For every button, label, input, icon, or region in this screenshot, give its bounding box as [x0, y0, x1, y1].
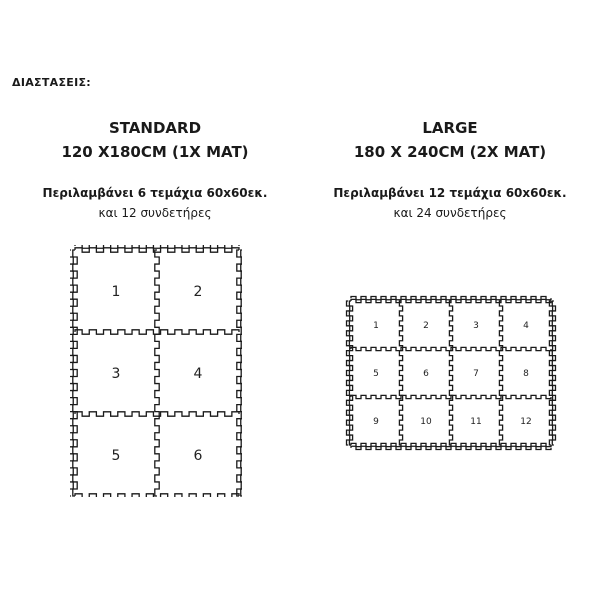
large-tile-number: 2 — [423, 321, 429, 332]
large-tile-number: 12 — [520, 417, 532, 428]
large-tile-number: 8 — [523, 369, 529, 380]
standard-title — [45, 116, 265, 164]
large-tile-number: 9 — [373, 417, 379, 428]
large-desc-line1: Περιλαμβάνει 12 τεμάχια 60x60εκ. — [333, 186, 567, 200]
large-size: 180 X 240CM (2X MAT) — [353, 143, 547, 161]
standard-mat-diagram — [70, 245, 242, 497]
large-tile-number: 10 — [420, 417, 432, 428]
standard-name: STANDARD — [108, 119, 202, 137]
large-description — [310, 183, 590, 223]
standard-desc-line2: και 12 συνδετήρες — [98, 206, 212, 220]
large-tile-number: 3 — [473, 321, 479, 332]
dimensions-heading: ΔΙΑΣΤΑΣΕΙΣ: — [12, 76, 91, 89]
large-tile-number: 7 — [473, 369, 479, 380]
large-tile-number: 6 — [423, 369, 429, 380]
large-outer-edge — [351, 297, 551, 300]
standard-size: 120 X180CM (1X MAT) — [61, 143, 249, 161]
large-tile-number: 4 — [523, 321, 529, 332]
large-name: LARGE — [422, 119, 478, 137]
standard-outer-edge — [70, 250, 73, 496]
standard-desc-line1: Περιλαμβάνει 6 τεμάχια 60x60εκ. — [42, 186, 268, 200]
standard-tile-number: 4 — [193, 365, 203, 382]
large-outer-edge — [552, 301, 555, 445]
standard-tile-number: 3 — [111, 365, 121, 382]
standard-tile-number: 2 — [193, 283, 203, 300]
standard-tile-number: 5 — [111, 447, 121, 464]
large-outer-edge — [351, 446, 551, 449]
standard-description — [15, 183, 295, 223]
large-mat-diagram — [345, 295, 557, 455]
large-desc-line2: και 24 συνδετήρες — [393, 206, 507, 220]
large-title — [340, 116, 560, 164]
large-tile-number: 1 — [373, 321, 379, 332]
standard-tile-number: 1 — [111, 283, 121, 300]
standard-tile-number: 6 — [193, 447, 203, 464]
large-tile-number: 5 — [373, 369, 379, 380]
large-tile-number: 11 — [470, 417, 482, 428]
standard-outer-edge — [75, 245, 239, 248]
